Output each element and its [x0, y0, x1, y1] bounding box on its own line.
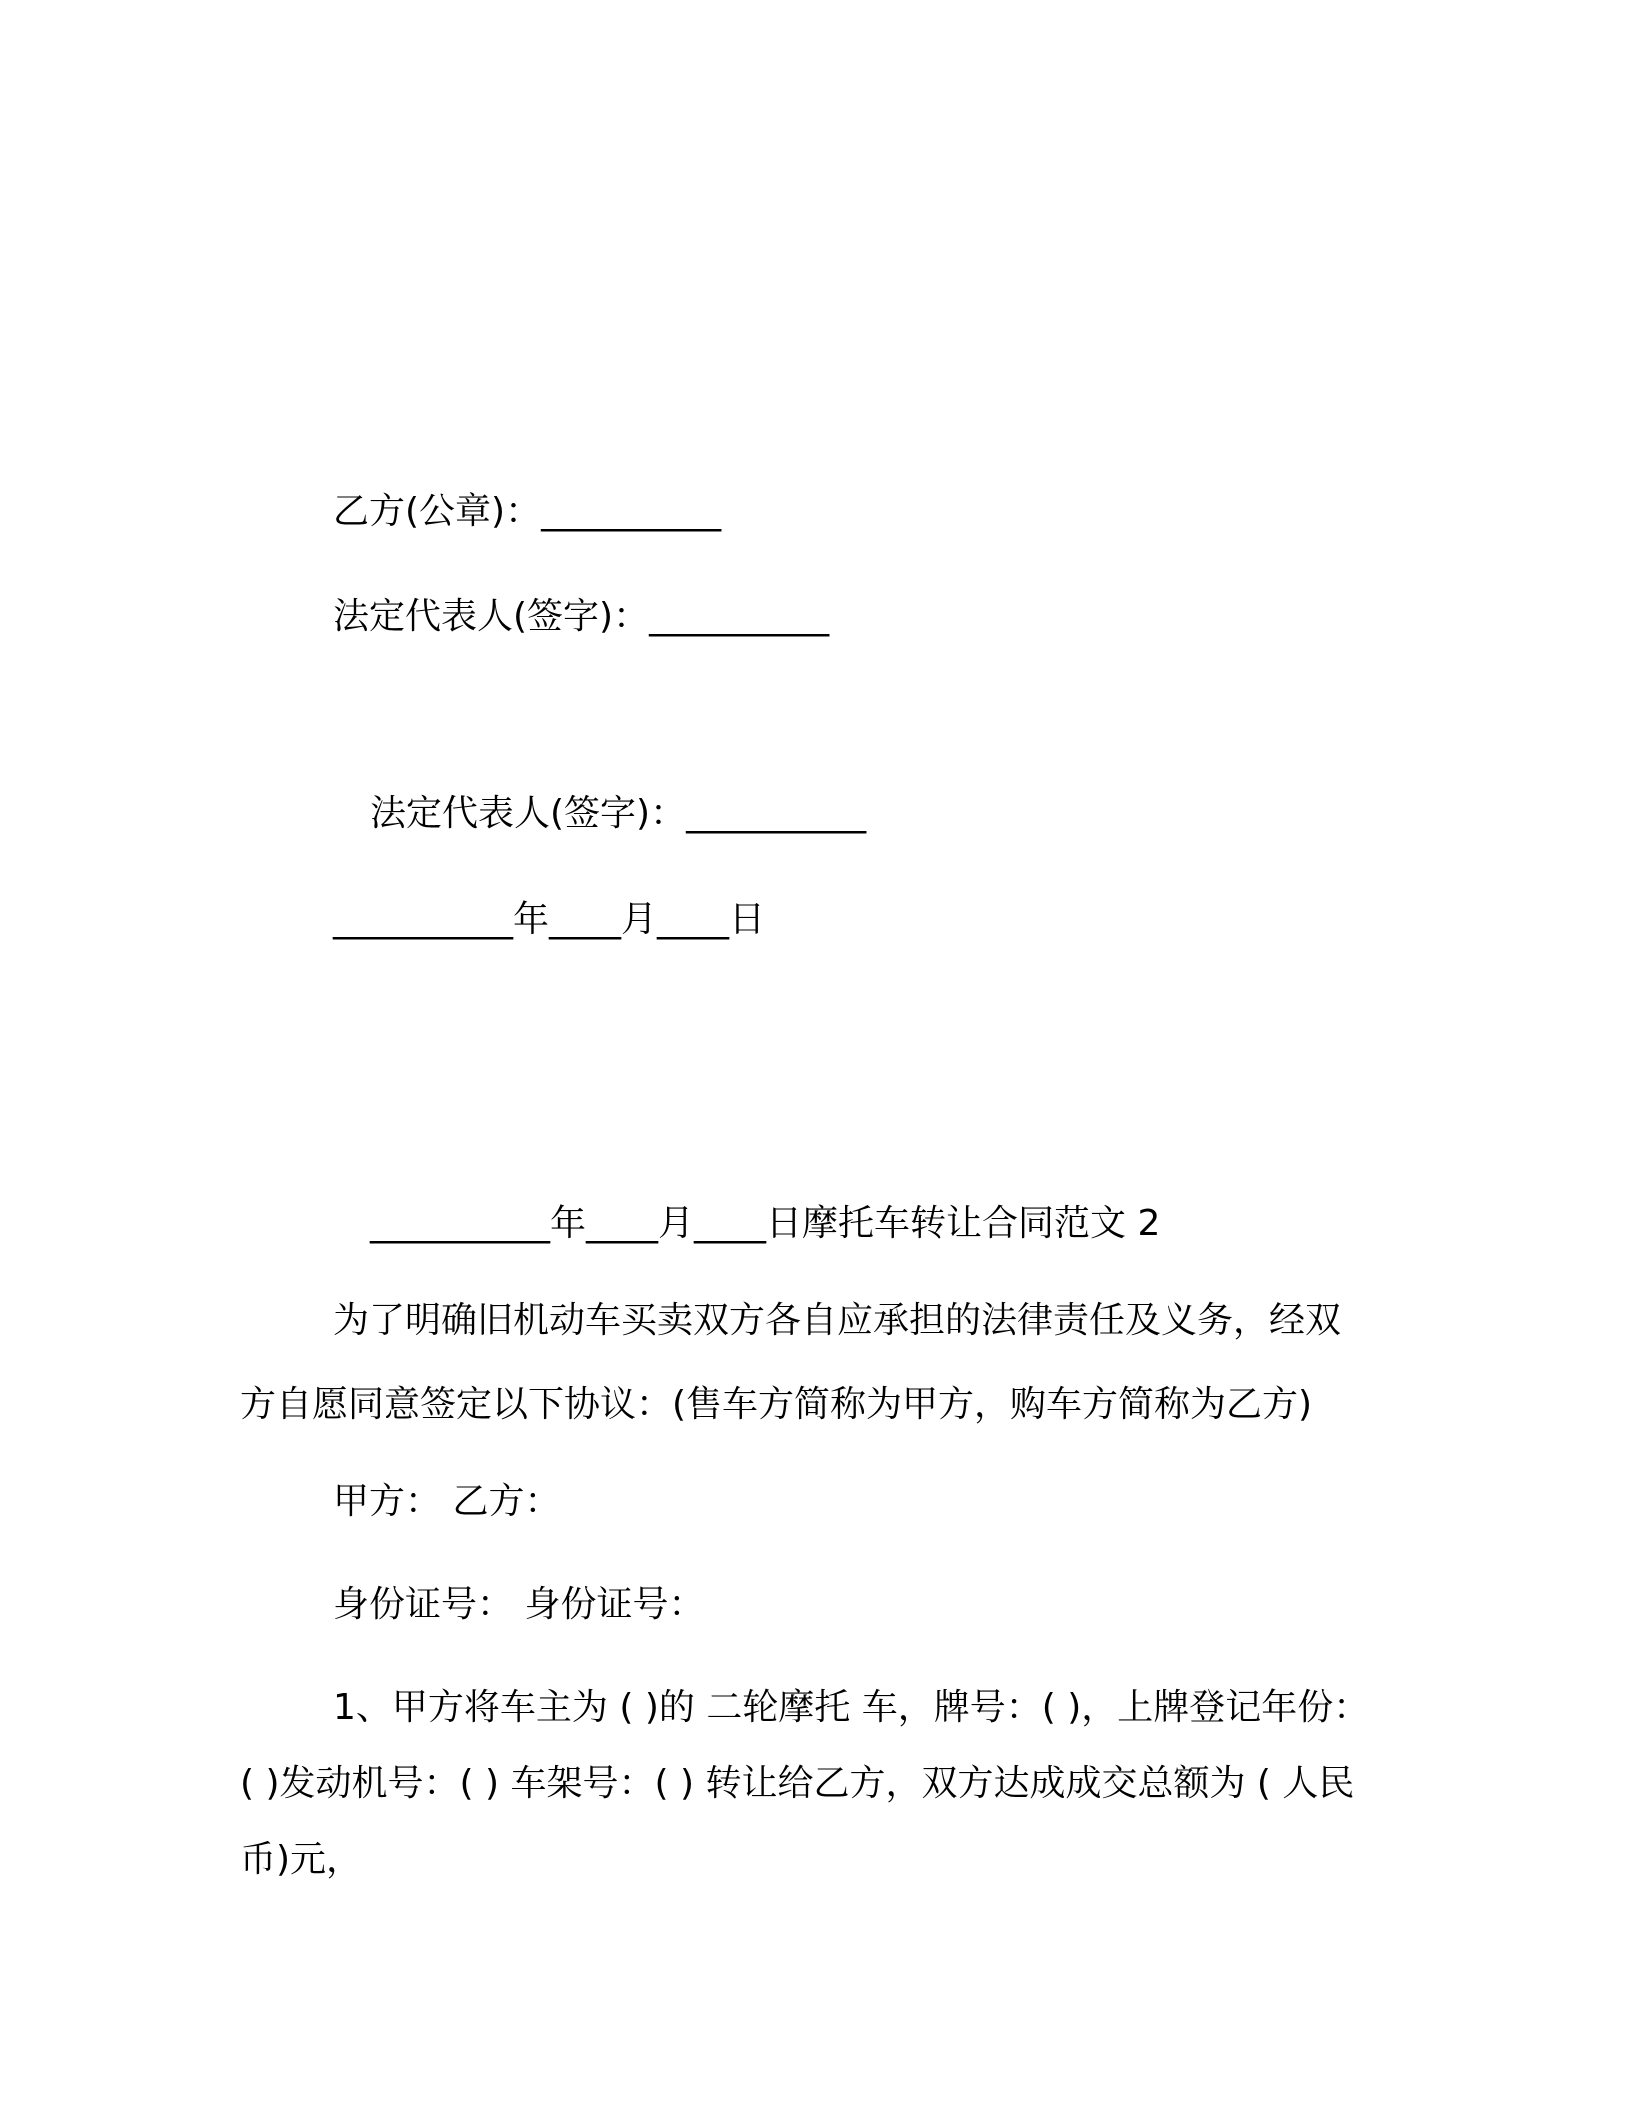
legal-representative-signature-line-2: 法定代表人(签字)：__________ — [370, 793, 867, 834]
legal-representative-signature-line: 法定代表人(签字)：__________ — [333, 596, 830, 637]
clause-1-line-3: 币)元， — [240, 1839, 363, 1880]
parties-line: 甲方： 乙方： — [333, 1481, 561, 1522]
intro-paragraph-line-1: 为了明确旧机动车买卖双方各自应承担的法律责任及义务，经双 — [333, 1300, 1342, 1341]
clause-1-line-2: ( )发动机号：( ) 车架号：( ) 转让给乙方，双方达成成交总额为 ( 人民 — [240, 1763, 1355, 1804]
intro-paragraph-line-2: 方自愿同意签定以下协议：(售车方简称为甲方，购车方简称为乙方) — [240, 1384, 1313, 1425]
party-b-seal-line: 乙方(公章)：__________ — [333, 491, 722, 532]
id-number-line: 身份证号： 身份证号： — [333, 1584, 705, 1625]
clause-1-line-1: 1、甲方将车主为 ( )的 二轮摩托 车，牌号：( )，上牌登记年份： — [333, 1687, 1370, 1728]
contract-title: __________年____月____日摩托车转让合同范文 2 — [370, 1203, 1161, 1244]
signing-date-line: __________年____月____日 — [333, 899, 765, 940]
